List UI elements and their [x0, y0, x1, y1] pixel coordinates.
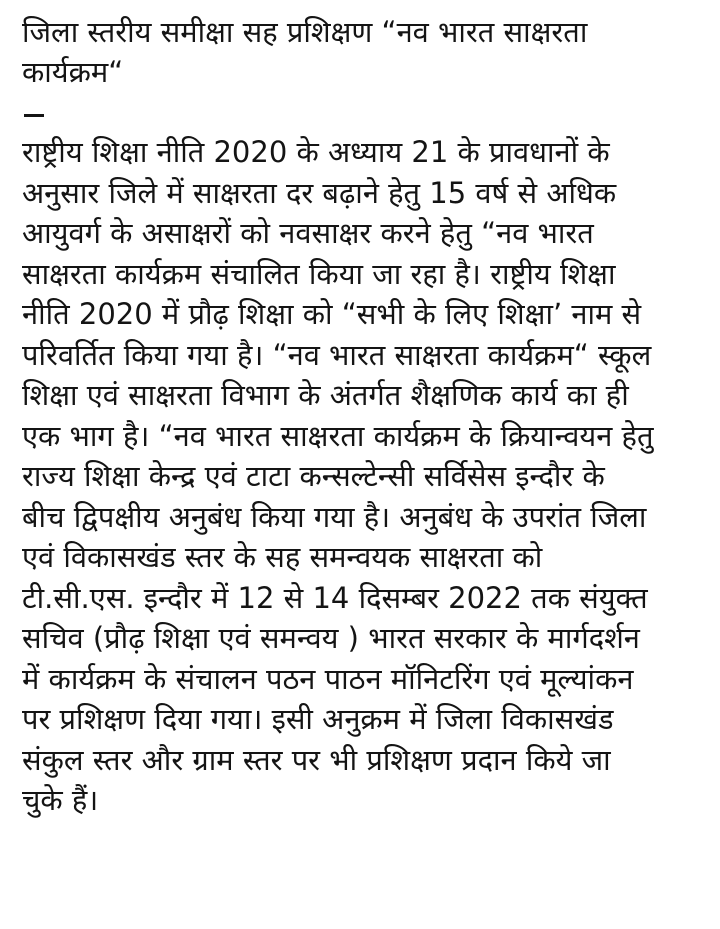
body-line: परिवर्तित किया गया है। “नव भारत साक्षरता कार्यक्रम“ स्कूल [22, 337, 652, 372]
body-line: एवं विकासखंड स्तर के सह समन्वयक साक्षरता को [22, 540, 543, 574]
title-line: जिला स्तरीय समीक्षा सह प्रशिक्षण “नव भारत साक्षरता [22, 15, 588, 49]
body-line: राष्ट्रीय शिक्षा नीति 2020 के अध्याय 21 के प्रावधानों के [22, 135, 610, 169]
document [22, 12, 712, 821]
body-line: बीच द्विपक्षीय अनुबंध किया गया है। अनुबंध के उपरांत जिला [22, 499, 647, 534]
body-line: शिक्षा एवं साक्षरता विभाग के अंतर्गत शैक्षणिक कार्य का ही [22, 378, 629, 412]
body-line: आयुवर्ग के असाक्षरों को नवसाक्षर करने हेतु “नव भारत [22, 216, 594, 250]
title-line: कार्यक्रम“ [22, 55, 124, 89]
document-title [22, 12, 712, 92]
body-line: संकुल स्तर और ग्राम स्तर पर भी प्रशिक्षण प्रदान किये जा [22, 742, 611, 777]
body-line: एक भाग है। “नव भारत साक्षरता कार्यक्रम के क्रियान्वयन हेतु [22, 418, 654, 453]
body-line: राज्य शिक्षा केन्द्र एवं टाटा कन्सल्टेन्सी सर्विसेस इन्दौर के [22, 459, 605, 493]
body-paragraph [22, 132, 712, 821]
title-divider [22, 92, 712, 132]
body-line: सचिव (प्रौढ़ शिक्षा एवं समन्वय ) भारत सरकार के मार्गदर्शन [22, 621, 640, 655]
body-line: साक्षरता कार्यक्रम संचालित किया जा रहा है। राष्ट्रीय शिक्षा [22, 256, 616, 291]
body-line: पर प्रशिक्षण दिया गया। इसी अनुक्रम में जिला विकासखंड [22, 702, 614, 736]
body-line: टी.सी.एस. इन्दौर में 12 से 14 दिसम्बर 2022 तक संयुक्त [22, 580, 648, 615]
body-line: चुके हैं। [22, 783, 99, 817]
body-line: नीति 2020 में प्रौढ़ शिक्षा को “सभी के लिए शिक्षा’ नाम से [22, 297, 642, 331]
dash-mark [24, 114, 44, 117]
body-line: में कार्यक्रम के संचालन पठन पाठन मॉनिटरिंग एवं मूल्यांकन [22, 661, 634, 696]
body-line: अनुसार जिले में साक्षरता दर बढ़ाने हेतु 15 वर्ष से अधिक [22, 175, 617, 210]
